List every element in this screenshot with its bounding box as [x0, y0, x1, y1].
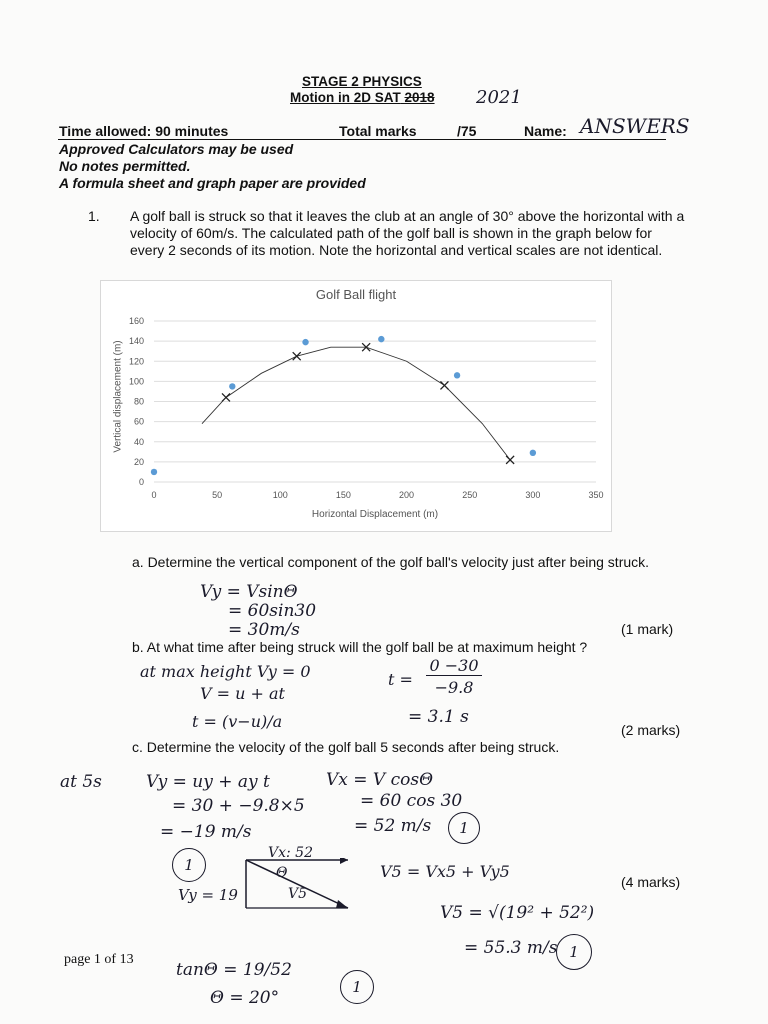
y-tick-label: 80: [133, 396, 144, 407]
part-c-vy-1: Vy = uy + ay t: [146, 772, 270, 792]
data-point: [530, 450, 536, 456]
part-a-marks: (1 mark): [621, 621, 674, 637]
question-number: 1.: [88, 208, 100, 224]
part-b-numerator: 0 −30: [426, 656, 482, 676]
x-tick-label: 50: [212, 490, 223, 500]
chart-grid: [154, 321, 596, 482]
course-title: STAGE 2 PHYSICS: [302, 74, 422, 89]
x-mark: [506, 456, 514, 464]
data-point: [151, 469, 157, 475]
part-a-working-3: = 30m/s: [228, 620, 300, 640]
y-tick-label: 140: [128, 336, 144, 347]
vector-triangle-diagram: [236, 858, 356, 918]
test-title: [290, 90, 435, 105]
part-a-working-1: Vy = VsinΘ: [200, 582, 298, 602]
part-c-vx-3: = 52 m/s: [354, 816, 432, 836]
chart-frame: [100, 280, 612, 532]
y-tick-label: 120: [128, 356, 144, 367]
x-tick-label: 150: [335, 490, 351, 500]
data-point: [454, 372, 460, 378]
part-c-vx-2: = 60 cos 30: [360, 791, 463, 811]
y-tick-label: 40: [133, 436, 144, 447]
part-a-working-2: = 60sin30: [228, 601, 317, 621]
name-label: Name:: [524, 123, 567, 139]
data-point: [378, 336, 384, 342]
y-tick-label: 0: [138, 477, 144, 487]
note-no-notes: No notes permitted.: [59, 158, 191, 174]
total-marks-label: Total marks: [339, 123, 417, 139]
x-mark: [222, 393, 230, 401]
x-tick-label: 0: [151, 490, 157, 500]
data-point: [229, 383, 235, 389]
part-c-magnitude: V5 = √(19² + 52²): [440, 903, 595, 923]
x-tick-label: 350: [588, 490, 604, 500]
part-c-tan: tanΘ = 19/52: [176, 960, 292, 980]
x-tick-label: 200: [399, 490, 415, 500]
tick-circle-magnitude: 1: [556, 934, 592, 970]
part-b-working-2: V = u + at: [200, 684, 285, 703]
tick-circle-vy: 1: [172, 848, 206, 882]
y-axis-label: Vertical displacement (m): [112, 340, 124, 453]
chart-title: Golf Ball flight: [315, 287, 397, 302]
part-b-question: b. At what time after being struck will the golf ball be at maximum height ?: [132, 639, 588, 655]
v5-arrowhead: [336, 900, 348, 908]
part-b-t-label: t =: [388, 670, 413, 689]
part-c-magnitude-result: = 55.3 m/s: [464, 938, 558, 958]
x-mark: [440, 381, 448, 389]
part-c-marks: (4 marks): [621, 874, 681, 890]
vx-diagram-label: Vx: 52: [268, 845, 313, 861]
y-tick-label: 160: [128, 316, 144, 326]
page-number: page 1 of 13: [64, 952, 134, 967]
total-marks-value: /75: [457, 123, 477, 139]
x-tick-label: 250: [462, 490, 478, 500]
golf-ball-chart: [101, 281, 611, 531]
part-b-result: = 3.1 s: [408, 707, 469, 727]
part-c-angle: Θ = 20°: [210, 988, 280, 1008]
x-mark: [293, 352, 301, 360]
v5-diagram-label: V5: [288, 886, 308, 902]
x-tick-label: 300: [525, 490, 541, 500]
trajectory-line: [202, 347, 510, 460]
v5-resultant: [246, 860, 348, 908]
part-b-working-1: at max height Vy = 0: [140, 662, 311, 681]
part-c-vector-eq: V5 = Vx5 + Vy5: [380, 862, 510, 881]
tick-labels: [129, 316, 604, 500]
part-c-at-5s: at 5s: [60, 772, 102, 792]
test-title-text: Motion in 2D SAT: [290, 90, 401, 105]
data-points: [151, 336, 536, 475]
x-axis-label: Horizontal Displacement (m): [311, 509, 439, 520]
question-text: A golf ball is struck so that it leaves the club at an angle of 30° above the horizontal with a velocity of 60m/s. The calculated path of the golf ball is shown in the graph below for every 2 seconds of its motion. Note the horizontal and vertical scales are not identical.: [130, 208, 685, 258]
tick-circle-angle: 1: [340, 970, 374, 1004]
new-year: 2021: [476, 87, 522, 108]
y-tick-label: 20: [133, 456, 144, 467]
part-c-vy-3: = −19 m/s: [160, 822, 252, 842]
y-tick-label: 100: [128, 376, 144, 387]
part-c-vx-1: Vx = V cosΘ: [326, 770, 434, 790]
note-calculators: Approved Calculators may be used: [59, 141, 294, 157]
part-b-marks: (2 marks): [621, 722, 681, 738]
old-year: 2018: [404, 90, 435, 105]
x-tick-label: 100: [272, 490, 288, 500]
part-a-question: a. Determine the vertical component of the golf ball's velocity just after being struck.: [132, 554, 650, 570]
name-value: ANSWERS: [580, 114, 690, 138]
data-point: [302, 339, 308, 345]
y-tick-label: 60: [133, 416, 144, 427]
part-b-denominator: −9.8: [434, 678, 474, 697]
meta-underline: [58, 139, 666, 140]
tick-circle-vx: 1: [448, 812, 480, 844]
part-c-question: c. Determine the velocity of the golf ball 5 seconds after being struck.: [132, 739, 560, 755]
drawn-trajectory: [202, 347, 510, 460]
theta-diagram-label: Θ: [276, 865, 288, 881]
time-allowed: Time allowed: 90 minutes: [59, 123, 229, 139]
vx-arrowhead: [340, 858, 348, 864]
part-b-working-3: t = (v−u)/a: [192, 712, 283, 731]
part-c-vy-2: = 30 + −9.8×5: [172, 796, 305, 816]
vy-diagram-label: Vy = 19: [178, 886, 238, 904]
note-formula-sheet: A formula sheet and graph paper are provided: [59, 175, 366, 191]
